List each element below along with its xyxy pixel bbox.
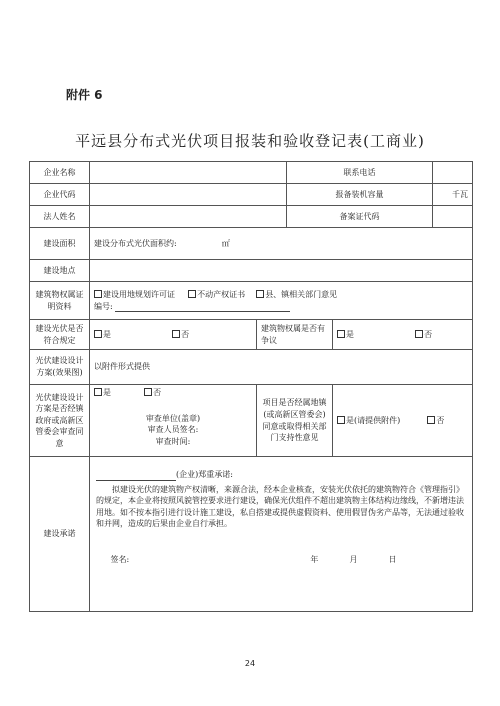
capacity-unit: 千瓦 [452, 189, 468, 199]
review-no-checkbox[interactable] [144, 388, 152, 396]
build-site-field[interactable] [90, 260, 473, 282]
commitment-company-suffix: (企业)郑重承诺: [176, 470, 233, 479]
review-yes-label: 是 [103, 388, 111, 397]
row-compliance [30, 320, 473, 350]
design-value: 以附件形式提供 [90, 350, 473, 385]
company-code-field[interactable] [90, 184, 287, 206]
registration-form-table [29, 161, 473, 612]
ownership-docs-label: 建筑物权属证明资料 [30, 282, 90, 320]
commitment-label: 建设承诺 [30, 457, 90, 612]
town-approval-options [333, 385, 473, 457]
review-yes-checkbox[interactable] [94, 388, 102, 396]
town-opinion-label: 县、镇相关部门意见 [265, 289, 338, 299]
company-code-label: 企业代码 [30, 184, 90, 206]
land-permit-label: 建设用地规划许可证 [103, 289, 175, 299]
comply-no-label: 否 [181, 329, 190, 339]
dispute-label: 建筑物权属是否有争议 [257, 320, 333, 350]
build-site-label: 建设地点 [30, 260, 90, 282]
company-name-field[interactable] [90, 162, 287, 184]
row-legal-person [30, 206, 473, 228]
town-approval-label: 项目是否经属地镇(或高新区管委会)同意或取得相关部门支持性意见 [257, 385, 333, 457]
year-label: 年 [310, 554, 319, 564]
page-number: 24 [244, 659, 256, 668]
review-field [90, 385, 257, 457]
commitment-company-field[interactable] [96, 472, 176, 481]
commitment-field [90, 457, 473, 612]
form-title: 平远县分布式光伏项目报装和验收登记表(工商业) [75, 132, 425, 150]
ownership-docs-field [90, 282, 473, 320]
dispute-options [333, 320, 473, 350]
design-label: 光伏建设设计方案(效果图) [30, 350, 90, 385]
review-no-label: 否 [153, 388, 162, 397]
area-unit: ㎡ [221, 238, 230, 248]
filing-code-label: 备案证代码 [287, 206, 433, 228]
row-ownership-docs [30, 282, 473, 320]
dispute-yes-label: 是 [346, 329, 354, 339]
comply-yes-label: 是 [103, 329, 111, 339]
land-permit-checkbox[interactable] [94, 290, 102, 298]
build-area-label: 建设面积 [30, 228, 90, 260]
approval-yes-checkbox[interactable] [337, 416, 345, 424]
build-area-field[interactable] [90, 228, 473, 260]
approval-no-checkbox[interactable] [427, 416, 435, 424]
legal-person-field[interactable] [90, 206, 287, 228]
install-capacity-label: 报备装机容量 [287, 184, 433, 206]
row-design [30, 350, 473, 385]
reviewer-signature[interactable]: 审查人员签名: [147, 425, 199, 435]
dispute-yes-checkbox[interactable] [337, 330, 345, 338]
row-company-name [30, 162, 473, 184]
row-commitment [30, 457, 473, 612]
filing-code-field[interactable] [433, 206, 473, 228]
row-build-site [30, 260, 473, 282]
dispute-no-label: 否 [424, 329, 433, 339]
row-company-code [30, 184, 473, 206]
day-label: 日 [388, 554, 397, 564]
attachment-label: 附件 6 [66, 88, 103, 102]
month-label: 月 [349, 554, 358, 564]
comply-label: 建设光伏是否符合规定 [30, 320, 90, 350]
comply-no-checkbox[interactable] [172, 330, 180, 338]
ownership-number-label: 编号: [94, 301, 113, 311]
contact-phone-field[interactable] [433, 162, 473, 184]
build-area-text: 建设分布式光伏面积约: [94, 238, 177, 248]
approval-yes-label: 是(请提供附件) [346, 415, 401, 425]
sign-label: 签名: [110, 554, 130, 564]
commitment-text: 拟建设光伏的建筑物产权清晰，来源合法，经本企业核查，安装光伏依托的建筑物符合《管理指引》的规定，本企业将按照风貌管控要求进行建设，确保光伏组件不超出建筑物主体结构边缘线，不新增违法用地。如不按本指引进行设计施工建设，私自搭建或提供虚假资料、使用假冒伪劣产品等，无法通过验收和并网，造成的后果由企业自行承担。 [96, 484, 464, 529]
property-cert-checkbox[interactable] [188, 290, 196, 298]
review-time[interactable]: 审查时间: [155, 436, 191, 446]
ownership-number-field[interactable] [115, 303, 290, 312]
town-opinion-checkbox[interactable] [256, 290, 264, 298]
dispute-no-checkbox[interactable] [415, 330, 423, 338]
comply-yes-checkbox[interactable] [94, 330, 102, 338]
install-capacity-field[interactable] [433, 184, 473, 206]
approval-no-label: 否 [436, 415, 445, 425]
row-build-area [30, 228, 473, 260]
company-name-label: 企业名称 [30, 162, 90, 184]
review-unit: 审查单位(盖章) [145, 413, 201, 423]
legal-person-label: 法人姓名 [30, 206, 90, 228]
comply-options [90, 320, 257, 350]
row-review [30, 385, 473, 457]
property-cert-label: 不动产权证书 [197, 289, 246, 299]
review-label: 光伏建设设计方案是否经镇政府或高新区管委会审查同意 [30, 385, 90, 457]
contact-phone-label: 联系电话 [287, 162, 433, 184]
